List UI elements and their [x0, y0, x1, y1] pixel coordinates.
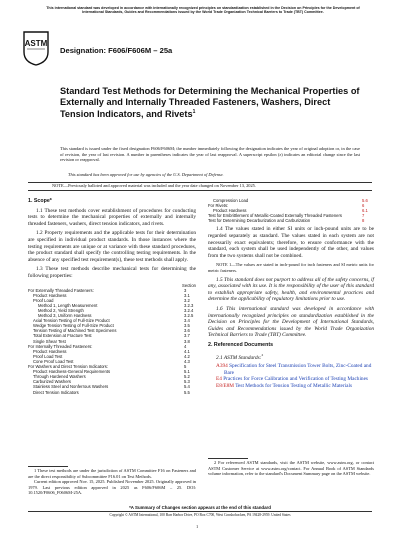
- page-title: [60, 86, 360, 120]
- toc-label: Stainless Steel and Nonferrous Washers: [33, 384, 109, 390]
- reference-title-link[interactable]: Specification for Steel Transmission Tower Bolts, Zinc-Coated and Bare: [224, 362, 372, 376]
- toc-section-number: 3.2.5: [184, 313, 194, 319]
- footnote-1: 1 These test methods are under the jurisdiction of ASTM Committee F16 on Fasteners and are the direct responsibility of Subcommittee F16.01 on Test Methods.: [28, 468, 196, 479]
- note-line: NOTE—Previously balloted and approved material was included and the year date changed on November 13, 2025.: [52, 183, 256, 188]
- toc-label: Compression Load: [213, 198, 249, 203]
- scope-para-1-4: 1.4 The values stated in either SI units or inch-pound units are to be regarded separately as standard. The values stated in each system are not necessarily exact equivalents; therefore, to ensure conformance with the standard, each system shall be used independently of the other, and values from the two systems shall not be combined.: [208, 226, 374, 259]
- dod-paragraph: This standard has been approved for use by agencies of the U.S. Department of Defense.: [68, 172, 224, 177]
- toc-label: Wedge Tension Testing of Full-Size Product: [33, 323, 114, 329]
- toc-label: Test for Embrittlement of Metallic-Coated Externally Threaded Fasteners: [208, 213, 342, 219]
- toc-label: Product Hardness: [33, 348, 67, 354]
- toc-label: Tension Testing of Machined Test Specimens: [33, 328, 117, 334]
- header-notice: This international standard was developed in accordance with internationally recognized principles on standardization established in the Decision on Principles for the Development of International Standards, Guides and Recommendations issued by the World Trade Organization Technical Barriers to Trade (TBT) Committee.: [46, 6, 360, 15]
- toc-label: Method 3, Uniform Hardness: [38, 313, 92, 319]
- reference-item: [208, 363, 374, 376]
- footnote-edition: Current edition approved Nov. 15, 2025. Published November 2025. Originally approved in 1979. Last previous edition approved in 2025 as F606/F606M – 25. DOI: 10.1520/F0606_F0606M-25A.: [28, 479, 196, 496]
- toc-section-number: 5.5: [184, 389, 190, 395]
- toc-section-number: 5.1: [184, 369, 190, 375]
- toc-section-number: 3.1: [184, 292, 190, 298]
- svg-text:ASTM: ASTM: [24, 39, 48, 48]
- reference-list: [208, 363, 374, 389]
- toc-section-number: 5.2: [184, 374, 190, 380]
- toc-label: For Washers and Direct Tension Indicators:: [28, 364, 109, 370]
- astm-logo-icon: [20, 30, 52, 66]
- toc-label: Method 1, Length Measurement: [38, 302, 98, 308]
- toc-section-number: 8: [362, 218, 365, 224]
- astm-standards-subheading: [208, 352, 374, 361]
- footnote-2: 2 For referenced ASTM standards, visit the ASTM website, www.astm.org, or contact ASTM Customer Service at www.astm.org/contact. For Annual Book of ASTM Standards volume information, refer to the standard's Document Summary page on the ASTM website.: [208, 460, 374, 477]
- reference-item: [208, 383, 374, 390]
- toc-section-number: 5.6: [362, 198, 368, 203]
- toc-label: Product Hardness: [33, 292, 67, 298]
- scope-para-1-2: 1.2 Property requirements and the applicable tests for their determination are specified in individual product standards. In those instances where the testing requirements are unique or at variance with these standard procedures, the product standard shall specify the controlling testing requirements. In the absence of any specified test requirement(s), these test methods shall apply.: [28, 230, 196, 263]
- toc-section-number: 3.4: [184, 318, 190, 324]
- toc-section-number: 3.2: [184, 297, 190, 303]
- divider: [28, 190, 372, 191]
- toc-section-number: 6: [362, 203, 365, 209]
- toc-section-number: 3.6: [184, 328, 190, 334]
- toc-label: Single Shear Test: [33, 338, 66, 344]
- toc-label: Axial Tension Testing of Full-Size Product: [33, 318, 110, 324]
- toc-label: Proof Load: [33, 297, 54, 303]
- toc-section-number: 5.4: [184, 384, 190, 390]
- toc-row: [28, 390, 196, 395]
- page-number: 1: [196, 524, 199, 529]
- footnotes-left: [28, 468, 196, 496]
- toc-label: Method 2, Yield Strength: [38, 308, 84, 313]
- toc-label: For Externally Threaded Fasteners:: [28, 287, 94, 293]
- reference-title-link[interactable]: Practices for Force Calibration and Verification of Testing Machines: [223, 376, 368, 383]
- toc-label: Total Extension at Fracture Test: [33, 333, 92, 339]
- toc-label: Direct Tension Indicators: [33, 389, 79, 395]
- toc-label: Cone Proof Load Test: [33, 358, 74, 364]
- scope-heading: 1. Scope*: [28, 198, 52, 204]
- toc-section-number: 5.3: [184, 379, 190, 385]
- divider: [28, 511, 372, 512]
- toc-section-number: 3.2.3: [184, 302, 194, 308]
- toc-label: Through Hardened Washers: [33, 374, 86, 380]
- reference-code-link[interactable]: E8/E8M: [216, 382, 234, 389]
- toc-section-number: 5: [184, 364, 187, 370]
- reference-code-link[interactable]: A394: [216, 362, 228, 369]
- toc-label: For Rivets:: [208, 203, 229, 209]
- scope-para-1-3: 1.3 These test methods describe mechanical tests for determining the following properties:: [28, 266, 196, 279]
- scope-para-1-6: 1.6 This international standard was developed in accordance with internationally recognized principles on standardization established in the Decision on Principles for the Development of International Standards, Guides and Recommendations issued by the World Trade Organization Technical Barriers to Trade (TBT) Committee.: [208, 306, 374, 339]
- toc-section-number: 3.5: [184, 323, 190, 329]
- reference-title-link[interactable]: Test Methods for Tension Testing of Metallic Materials: [235, 382, 353, 389]
- left-column: [28, 198, 196, 395]
- title-text: Standard Test Methods for Determining the Mechanical Properties of Externally and Internally Threaded Fasteners, Washers, Direct Tension Indicators, and Rivets: [60, 86, 360, 120]
- toc-section-number: 4.1: [184, 348, 190, 354]
- toc-section-number: 6.1: [362, 208, 368, 214]
- toc-label: Carburized Washers: [33, 379, 72, 385]
- toc-right: [208, 198, 374, 223]
- toc-section-number: 3.2.4: [184, 308, 194, 313]
- copyright: Copyright © ASTM International, 100 Barr Harbor Drive, PO Box C700, West Conshohocken, PA 19428-2959. United States: [109, 513, 291, 517]
- toc-row: [208, 218, 374, 223]
- astm-standards-label: 2.1 ASTM Standards:: [216, 354, 262, 361]
- reference-code-link[interactable]: E4: [216, 376, 222, 383]
- toc-section-number: 3.8: [184, 338, 190, 344]
- intro-paragraph: This standard is issued under the fixed designation F606/F606M; the number immediately following the designation indicates the year of original adoption or, in the case of revision, the year of last revision. A number in parentheses indicates the year of last reapproval. A superscript epsilon (ε) indicates an editorial change since the last revision or reapproval.: [60, 146, 360, 163]
- summary-of-changes: *A Summary of Changes section appears at the end of this standard: [129, 505, 271, 510]
- toc-label: Product Hardness-General Requirements: [33, 369, 111, 375]
- note-1: NOTE 1—The values are stated in inch-pound for inch fasteners and SI metric units for metric fasteners.: [208, 262, 374, 274]
- footnote-rule-right: [208, 458, 248, 459]
- scope-para-1-5: 1.5 This standard does not purport to address all of the safety concerns, if any, associated with its use. It is the responsibility of the user of this standard to establish appropriate safety, health, and environmental practices and determine the applicability of regulatory limitations prior to use.: [208, 276, 374, 303]
- astm-standards-footnote-mark: 2: [261, 352, 264, 357]
- reference-item: [208, 376, 374, 383]
- toc-section-number: 7: [362, 213, 365, 219]
- toc-label: Test for Determining Decarburization and Carburization: [208, 218, 311, 224]
- toc-left: [28, 288, 196, 395]
- toc-section-number: 4.2: [184, 353, 190, 359]
- right-column: [208, 198, 374, 389]
- toc-label: For Internally Threaded Fasteners:: [28, 343, 93, 349]
- toc-label: Product Hardness: [213, 208, 247, 214]
- scope-para-1-1: 1.1 These test methods cover establishment of procedures for conducting tests to determine the mechanical properties of externally and internally threaded fasteners, washers, direct tension indicators, and rivets.: [28, 207, 196, 227]
- toc-section-number: 4.3: [184, 358, 190, 364]
- references-heading: 2. Referenced Documents: [208, 341, 274, 348]
- toc-section-number: 3.7: [184, 333, 190, 339]
- title-footnote-mark: 1: [192, 109, 196, 116]
- toc-label: Proof Load Test: [33, 353, 63, 359]
- toc-section-number: 4: [184, 343, 187, 349]
- toc-section-number: 3: [184, 287, 187, 293]
- footnote-rule-left: [28, 466, 68, 467]
- designation: Designation: F606/F606M – 25a: [60, 46, 173, 55]
- toc-header-label: Section: [182, 282, 196, 288]
